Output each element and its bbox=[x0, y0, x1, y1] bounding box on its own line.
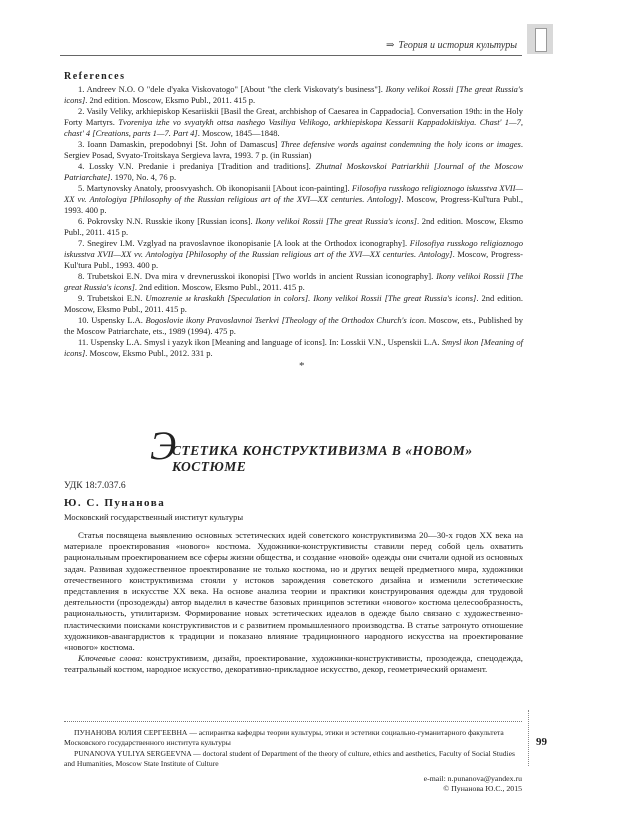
reference-item bbox=[64, 106, 523, 139]
reference-text: 3. Ioann Damaskin, prepodobnyi [St. John of Damascus] bbox=[78, 139, 281, 149]
reference-title: Zhutnal Moskovskoi Patriarkhii [Journal of the Moscow Patriarchate] bbox=[64, 161, 523, 182]
keywords-label: Ключевые слова: bbox=[78, 653, 143, 664]
footnote-ru: ПУНАНОВА ЮЛИЯ СЕРГЕЕВНА — аспирантка кафедры теории культуры, этики и эстетики социально-гуманитарного факультета Московского государственного института культуры bbox=[64, 728, 504, 747]
page-number: 99 bbox=[536, 736, 547, 748]
author-name: Ю. С. Пунанова bbox=[64, 497, 166, 509]
reference-text: . Moscow, Eksmo Publ., 2012. 331 p. bbox=[85, 348, 213, 358]
reference-text: 11. Uspensky L.A. Smysl i yazyk ikon [Meaning and language of icons]. In: Losskii V.N., Uspenskii L.A. bbox=[78, 337, 442, 347]
reference-title: Ikony velikoi Rossii [The great Russia's icons] bbox=[64, 84, 523, 105]
title-text: СТЕТИКА КОНСТРУКТИВИЗМА В «НОВОМ» КОСТЮМЕ bbox=[172, 443, 473, 474]
copyright: © Пунанова Ю.С., 2015 bbox=[443, 784, 522, 793]
keywords bbox=[64, 653, 523, 675]
reference-item bbox=[64, 293, 523, 315]
reference-title: Bogoslovie ikony Pravoslavnoi Tserkvi [Theology of the Orthodox Church's icon bbox=[145, 315, 424, 325]
header-rule bbox=[60, 55, 522, 56]
reference-item bbox=[64, 139, 523, 161]
reference-text: . Moscow, Progress-Kul'tura Publ., 1993. 400 p. bbox=[64, 249, 523, 270]
abstract bbox=[64, 530, 523, 676]
reference-item bbox=[64, 161, 523, 183]
reference-text: 9. Trubetskoi E.N. bbox=[78, 293, 146, 303]
reference-item bbox=[64, 238, 523, 271]
author-footnote bbox=[64, 728, 523, 770]
reference-title: Umozrenie м kraskakh [Speculation in colors]. Ikony velikoi Rossii [The great Russia's icons] bbox=[145, 293, 477, 303]
reference-item bbox=[64, 337, 523, 359]
section-separator: * bbox=[299, 360, 305, 372]
running-header bbox=[0, 34, 617, 58]
reference-title: Filosofiya russkogo religioznogo iskusstva XVII—XX vv. Antologiya [Philosophy of the Russian religious art of the XVI—XX centuries. Antology] bbox=[64, 183, 523, 204]
footnote-divider bbox=[64, 721, 522, 722]
reference-text: . 2nd edition. Moscow, Eksmo Publ., 2011. 415 p. bbox=[85, 95, 256, 105]
reference-title: Three defensive words against condemning the holy icons or images bbox=[280, 139, 521, 149]
reference-text: 7. Snegirev I.M. Vzglyad na pravoslavnoe ikonopisanie [A look at the Orthodox iconography]. bbox=[78, 238, 410, 248]
reference-text: . Sergiev Posad, Svyato-Troitskaya Sergieva lavra, 1993. 7 p. (in Russian) bbox=[64, 139, 523, 160]
arrow-icon: ⇒ bbox=[385, 40, 395, 51]
abstract-text: Статья посвящена выявлению основных эстетических идей советского конструктивизма 20—30-х годов XX века на материале проектирования «нового» костюма. Художники-конструктивисты ставили перед собой цель охватить рациональным проектированием все сферы жизни общества, и создание «новой» одежды они считали одной из основных задач. Развивая художественное проектирование не только костюма, но и других вещей предметного мира, художники отечественного конструктивизма стояли у истоков зарождения советского дизайна и изменили эстетические представления в искусстве XX века. На основе анализа теории и практики конструирования одежды для трудовой деятельности (прозодежды) автор выделил в качестве базовых принципов эстетики «нового» костюма целесообразность, рациональность, утилитаризм. Формирование новых эстетических идеалов в одежде было связано с художественно-пластическими поисками конструктивистов и с развитием промышленного производства. В статье затронуто отношение художников-авангардистов к традиции и показано влияние традиционного народного искусства на проектирование «нового» костюма. bbox=[64, 530, 523, 653]
reference-title: Ikony velikoi Rossii [The great Russia's icons] bbox=[255, 216, 417, 226]
reference-text: 8. Trubetskoi E.N. Dva mira v drevnerusskoi ikonopisi [Two worlds in ancient Russian iconography]. bbox=[78, 271, 437, 281]
reference-title: Filosofiya russkogo religioznogo iskusstva XVII—XX vv. Antologiya [Philosophy of the Russian religious art of the XVI—XX centuries. Antology] bbox=[64, 238, 523, 259]
title-initial: Э bbox=[150, 423, 177, 468]
reference-text: 4. Lossky V.N. Predanie i predaniya [Tradition and traditions]. bbox=[78, 161, 316, 171]
reference-text: . Moscow, 1845—1848. bbox=[197, 128, 280, 138]
section-title-text: Теория и история культуры bbox=[398, 40, 517, 51]
article-title bbox=[150, 423, 550, 474]
references-heading: References bbox=[64, 71, 126, 82]
udk-code: УДК 18:7.037.6 bbox=[64, 481, 126, 491]
reference-text: 1. Andreev N.O. O "dele d'yaka Viskovatogo" [About "the clerk Viskovaty's business"]. bbox=[78, 84, 386, 94]
reference-item bbox=[64, 216, 523, 238]
reference-text: . Moscow, ets., Published by the Moscow Patriarchate, ets., 1989 (1994). 475 p. bbox=[64, 315, 523, 336]
reference-text: 2. Vasily Veliky, arkhiepiskop Kesariiskii [Basil the Great, archbishop of Caesarea in Cappadocia]. Conversation 19th: in the Holy Forty Martyrs. bbox=[64, 106, 523, 127]
author-affiliation: Московский государственный институт культуры bbox=[64, 512, 244, 522]
references-section bbox=[64, 71, 523, 359]
reference-text: . 2nd edition. Moscow, Eksmo Publ., 2011. 415 p. bbox=[134, 282, 305, 292]
reference-text: . Moscow, Progress-Kul'tura Publ., 1993. 400 p. bbox=[64, 194, 523, 215]
reference-item bbox=[64, 183, 523, 216]
reference-text: 10. Uspensky L.A. bbox=[78, 315, 146, 325]
reference-title: Smysl ikon [Meaning of icons] bbox=[64, 337, 523, 358]
reference-item bbox=[64, 84, 523, 106]
reference-title: Ikony velikoi Rossii [The great Russia's icons] bbox=[64, 271, 523, 292]
footnote-en: PUNANOVA YULIYA SERGEEVNA — doctoral student of Department of the theory of culture, ethics and aesthetics, Faculty of Social Studies and Humanities, Moscow State Institute of Culture bbox=[64, 749, 515, 768]
reference-text: . 1970, No. 4, 76 p. bbox=[110, 172, 177, 182]
margin-rule bbox=[528, 710, 529, 766]
reference-text: . 2nd edition. Moscow, Eksmo Publ., 2011. 415 p. bbox=[64, 216, 523, 237]
reference-text: 6. Pokrovsky N.N. Russkie ikony [Russian icons]. bbox=[78, 216, 256, 226]
reference-title: Tvoreniya izhe vo svyatykh ottsa nashego Vasiliya Velikogo, arkhiepiskopa Kessarii Kappadokiiskiya. Chast' 1—7, chast' 4 [Creations, parts 1—7. Part 4] bbox=[64, 117, 523, 138]
reference-item bbox=[64, 315, 523, 337]
reference-item bbox=[64, 271, 523, 293]
reference-list bbox=[64, 84, 523, 359]
reference-text: . 2nd edition. Moscow, Eksmo Publ., 2011. 415 p. bbox=[64, 293, 524, 314]
keywords-text: конструктивизм, дизайн, проектирование, художники-конструктивисты, прозодежда, спецодежда, театральный костюм, народное искусство, декоративно-прикладное искусство, декор, геометрический орнамент. bbox=[64, 653, 524, 675]
author-email: e-mail: n.punanova@yandex.ru bbox=[423, 774, 522, 783]
section-title bbox=[386, 40, 517, 51]
reference-text: 5. Martynovsky Anatoly, proosvyashch. Ob ikonopisanii [About icon-painting]. bbox=[78, 183, 352, 193]
contact-block bbox=[424, 774, 522, 794]
journal-logo-icon bbox=[527, 24, 553, 54]
